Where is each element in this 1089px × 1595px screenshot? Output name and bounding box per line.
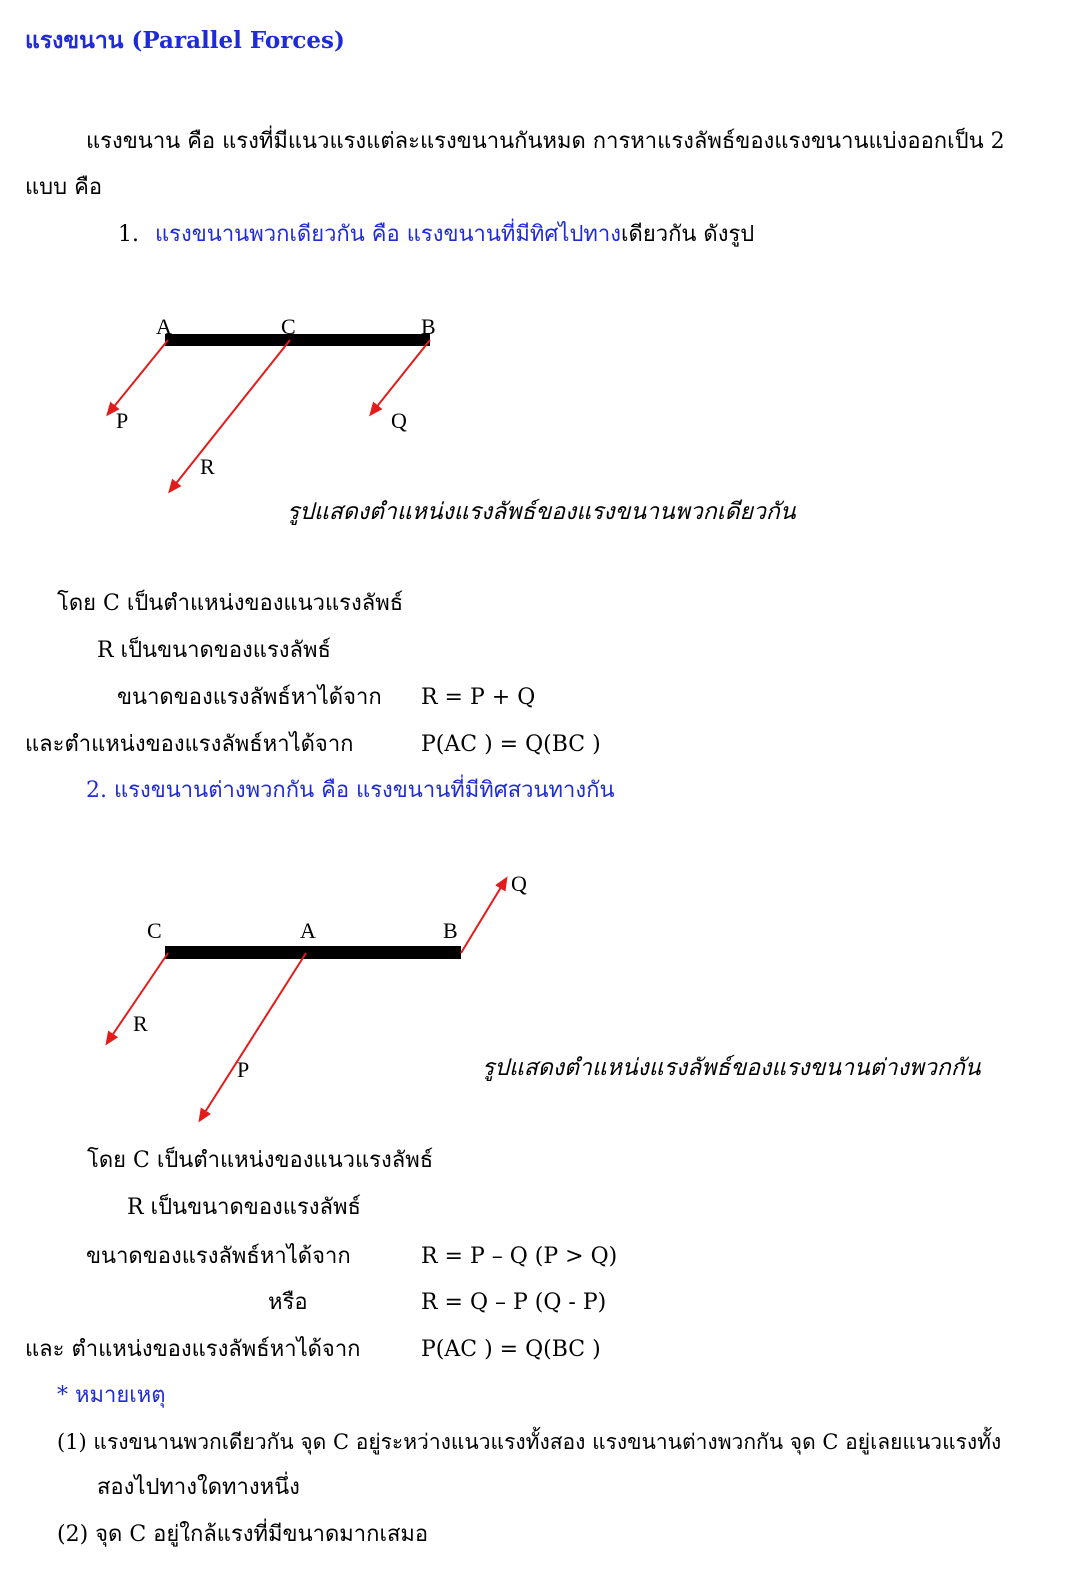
- case2-heading: 2. แรงขนานต่างพวกกัน คือ แรงขนานที่มีทิศสวนทางกัน: [86, 778, 615, 803]
- case1-caption: รูปแสดงตำแหน่งแรงลัพธ์ของแรงขนานพวกเดียวกัน: [287, 499, 796, 525]
- force-label-q2: Q: [511, 871, 527, 896]
- case2-formula-position: P(AC ) = Q(BC ): [421, 1337, 601, 1362]
- case1-heading-black: เดียวกัน ดังรูป: [621, 222, 755, 247]
- force-arrow-p: [108, 340, 168, 414]
- force-label-p: P: [116, 408, 129, 433]
- intro-line-1: แรงขนาน คือ แรงที่มีแนวแรงแต่ละแรงขนานกันหมด การหาแรงลัพธ์ของแรงขนานแบ่งออกเป็น 2: [86, 129, 1005, 154]
- point-label-c: C: [281, 314, 296, 339]
- note-heading: * หมายเหตุ: [57, 1383, 166, 1408]
- force-arrow-p2: [200, 953, 306, 1120]
- note-item-2: (2) จุด C อยู่ใกล้แรงที่มีขนาดมากเสมอ: [57, 1522, 429, 1547]
- case1-desc-2: R เป็นขนาดของแรงลัพธ์: [97, 638, 331, 663]
- case1-formula-magnitude: R = P + Q: [421, 685, 536, 710]
- case1-desc-4: และตำแหน่งของแรงลัพธ์หาได้จาก: [25, 732, 354, 757]
- force-arrow-r: [170, 340, 290, 491]
- force-label-q: Q: [391, 408, 407, 433]
- beam-1: [165, 334, 430, 346]
- force-label-r: R: [200, 454, 215, 479]
- case1-desc-1: โดย C เป็นตำแหน่งของแนวแรงลัพธ์: [57, 591, 404, 616]
- intro-line-2: แบบ คือ: [25, 175, 103, 200]
- point-label-a: A: [156, 314, 172, 339]
- case2-desc-2: R เป็นขนาดของแรงลัพธ์: [127, 1195, 361, 1220]
- case1-number: 1.: [118, 222, 139, 247]
- point-label-b: B: [421, 314, 436, 339]
- case1-desc-3: ขนาดของแรงลัพธ์หาได้จาก: [117, 685, 382, 710]
- note-item-1-line-1: (1) แรงขนานพวกเดียวกัน จุด C อยู่ระหว่างแนวแรงทั้งสอง แรงขนานต่างพวกกัน จุด C อยู่เลยแนวแรงทั้ง: [57, 1430, 1002, 1454]
- case2-formula-magnitude-2: R = Q – P (Q - P): [421, 1290, 607, 1315]
- force-label-p2: P: [237, 1057, 250, 1082]
- case1-heading-blue: แรงขนานพวกเดียวกัน คือ แรงขนานที่มีทิศไปทาง: [155, 222, 622, 247]
- case2-desc-1: โดย C เป็นตำแหน่งของแนวแรงลัพธ์: [87, 1148, 434, 1173]
- case2-desc-3: ขนาดของแรงลัพธ์หาได้จาก: [86, 1244, 351, 1269]
- page-title: แรงขนาน (Parallel Forces): [25, 27, 345, 54]
- force-label-r2: R: [133, 1011, 148, 1036]
- point-label-b2: B: [443, 918, 458, 943]
- case2-desc-5: และ ตำแหน่งของแรงลัพธ์หาได้จาก: [25, 1337, 361, 1362]
- force-arrow-q: [371, 340, 430, 414]
- note-item-1-line-2: สองไปทางใดทางหนึ่ง: [97, 1475, 300, 1500]
- case2-formula-magnitude-1: R = P – Q (P > Q): [421, 1244, 618, 1269]
- case1-formula-position: P(AC ) = Q(BC ): [421, 732, 601, 757]
- case2-caption: รูปแสดงตำแหน่งแรงลัพธ์ของแรงขนานต่างพวกกัน: [482, 1055, 981, 1081]
- force-arrow-q2: [461, 879, 506, 953]
- point-label-c2: C: [147, 918, 162, 943]
- case2-desc-4: หรือ: [268, 1290, 308, 1315]
- beam-2: [165, 946, 461, 959]
- point-label-a2: A: [300, 918, 316, 943]
